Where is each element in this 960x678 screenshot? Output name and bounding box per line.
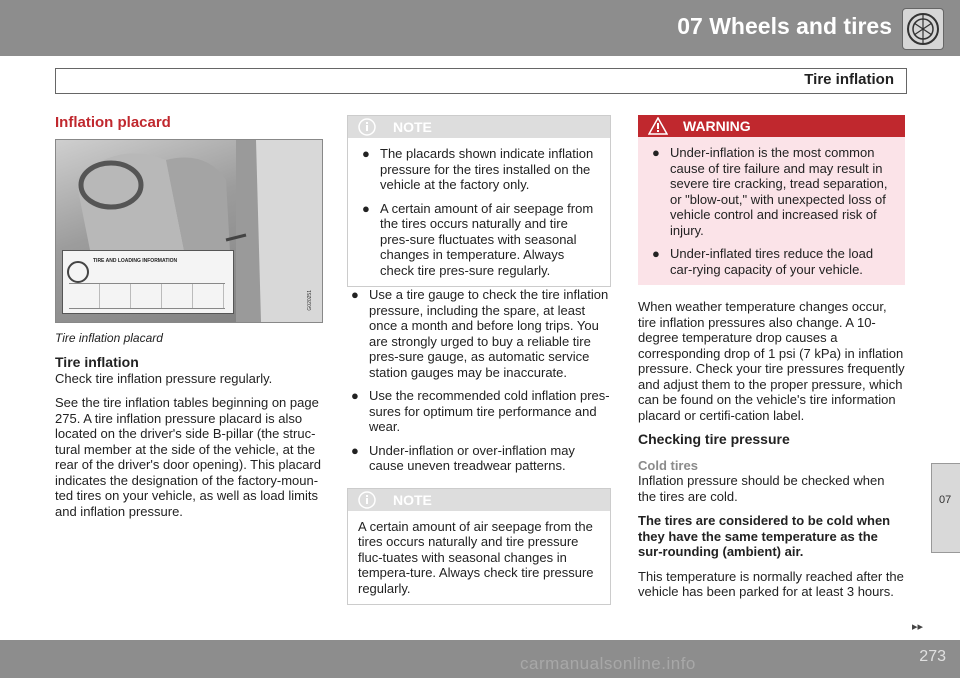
right-paragraph-2: Inflation pressure should be checked when the tires are cold. <box>638 473 885 504</box>
tire-gauge-bullets <box>347 287 611 474</box>
page-footer <box>0 640 960 678</box>
checking-tire-pressure-heading: Checking tire pressure <box>638 431 790 447</box>
bullet-icon: ● <box>362 200 370 216</box>
inflation-placard-heading: Inflation placard <box>55 114 171 131</box>
note-box-2 <box>347 488 611 606</box>
warning-header <box>638 115 905 137</box>
photo-code: G020251 <box>306 289 313 311</box>
photo-caption: Tire inflation placard <box>55 330 163 345</box>
section-title: Tire inflation <box>804 71 894 88</box>
tire-loading-placard <box>62 250 234 314</box>
placard-seal-icon <box>67 261 89 283</box>
placard-table <box>69 283 225 309</box>
note-box-1 <box>347 115 611 287</box>
tire-inflation-heading: Tire inflation <box>55 354 139 370</box>
middle-column <box>347 115 611 605</box>
bullet-icon: ● <box>351 442 359 458</box>
note-label-1: NOTE <box>393 119 432 135</box>
bullet-icon: ● <box>652 246 660 261</box>
note-label-2: NOTE <box>393 491 432 508</box>
page-header <box>0 0 960 56</box>
right-paragraph-3: The tires are considered to be cold when they have the same temperature as the sur-rounding (ambient) air. <box>638 513 891 559</box>
warning-box <box>638 115 905 285</box>
chapter-title: 07 Wheels and tires <box>677 13 892 39</box>
list-item: ● Under-inflation or over-inflation may cause uneven treadwear patterns. <box>351 442 575 473</box>
right-paragraph-4: This temperature is normally reached after the vehicle has been parked for at least 3 hours. <box>638 568 904 599</box>
section-bar <box>55 68 907 94</box>
warning-item: ● Under-inflated tires reduce the load car-rying capacity of your vehicle. <box>652 246 874 277</box>
warning-icon <box>648 117 668 135</box>
watermark: carmanualsonline.info <box>520 654 696 673</box>
placard-photo <box>55 139 323 323</box>
wheel-icon <box>902 8 944 50</box>
warning-label: WARNING <box>683 118 751 134</box>
note-header-1 <box>348 116 610 138</box>
left-column <box>55 115 323 528</box>
note-header-2 <box>348 489 610 511</box>
info-icon <box>358 491 376 509</box>
list-item: ● Use a tire gauge to check the tire inflation pressure, including the spare, at least once a month and before long trips. You are strongly urged to buy a reliable tire pres-sure gauge, as automatic service station gauges may be inaccurate. <box>351 287 609 380</box>
list-item: ● Use the recommended cold inflation pres-sures for optimum tire performance and wear. <box>351 388 610 434</box>
next-page-arrows: ▸▸ <box>912 621 924 633</box>
left-paragraph-2: See the tire inflation tables beginning on page 275. A tire inflation pressure placard is also located on the driver's side B-pillar (the struc-tural member at the side of the vehicle, at the rear of the driver's door opening). This placard indicates the designation of the factory-moun-ted tires on your vehicle, as well as load limits and inflation pressure. <box>55 395 321 519</box>
bullet-icon: ● <box>351 287 359 302</box>
bullet-icon: ● <box>362 146 370 161</box>
note-text-2: A certain amount of air seepage from the tires occurs naturally and tire pressure fluc-tuates with seasonal changes in tempera-ture. Always check tire pressure regularly. <box>358 518 594 596</box>
right-column <box>638 115 905 609</box>
page-number: 273 <box>919 648 946 665</box>
right-paragraph-1: When weather temperature changes occur, tire inflation pressures also change. A 10-degree temperature drop causes a corresponding drop of 1 psi (7 kPa) in inflation pressure. Check your tire pressures frequently and adjust them to the proper pressure, which can be found on the vehicle's tire information placard or certifi-cation label. <box>638 299 905 423</box>
note-item: ● The placards shown indicate inflation pressure for the tires installed on the vehicle at the factory only. <box>362 146 594 192</box>
left-paragraph-1: Check tire inflation pressure regularly. <box>55 370 273 386</box>
chapter-tab-label: 07 <box>939 494 952 506</box>
bullet-icon: ● <box>351 388 359 403</box>
chapter-tab <box>931 463 960 553</box>
info-icon <box>358 118 376 136</box>
cold-tires-heading: Cold tires <box>638 457 698 473</box>
bullet-icon: ● <box>652 145 660 160</box>
note-item: ● A certain amount of air seepage from the tires occurs naturally and tire pres-sure fluctuates with seasonal changes in temperature. Always check tire pres-sure regularly. <box>362 200 594 278</box>
warning-item: ● Under-inflation is the most common cause of tire failure and may result in severe tire cracking, tread separation, or "blow-out," with unexpected loss of vehicle control and increased risk of injury. <box>652 145 888 238</box>
placard-label: TIRE AND LOADING INFORMATION <box>93 257 178 264</box>
